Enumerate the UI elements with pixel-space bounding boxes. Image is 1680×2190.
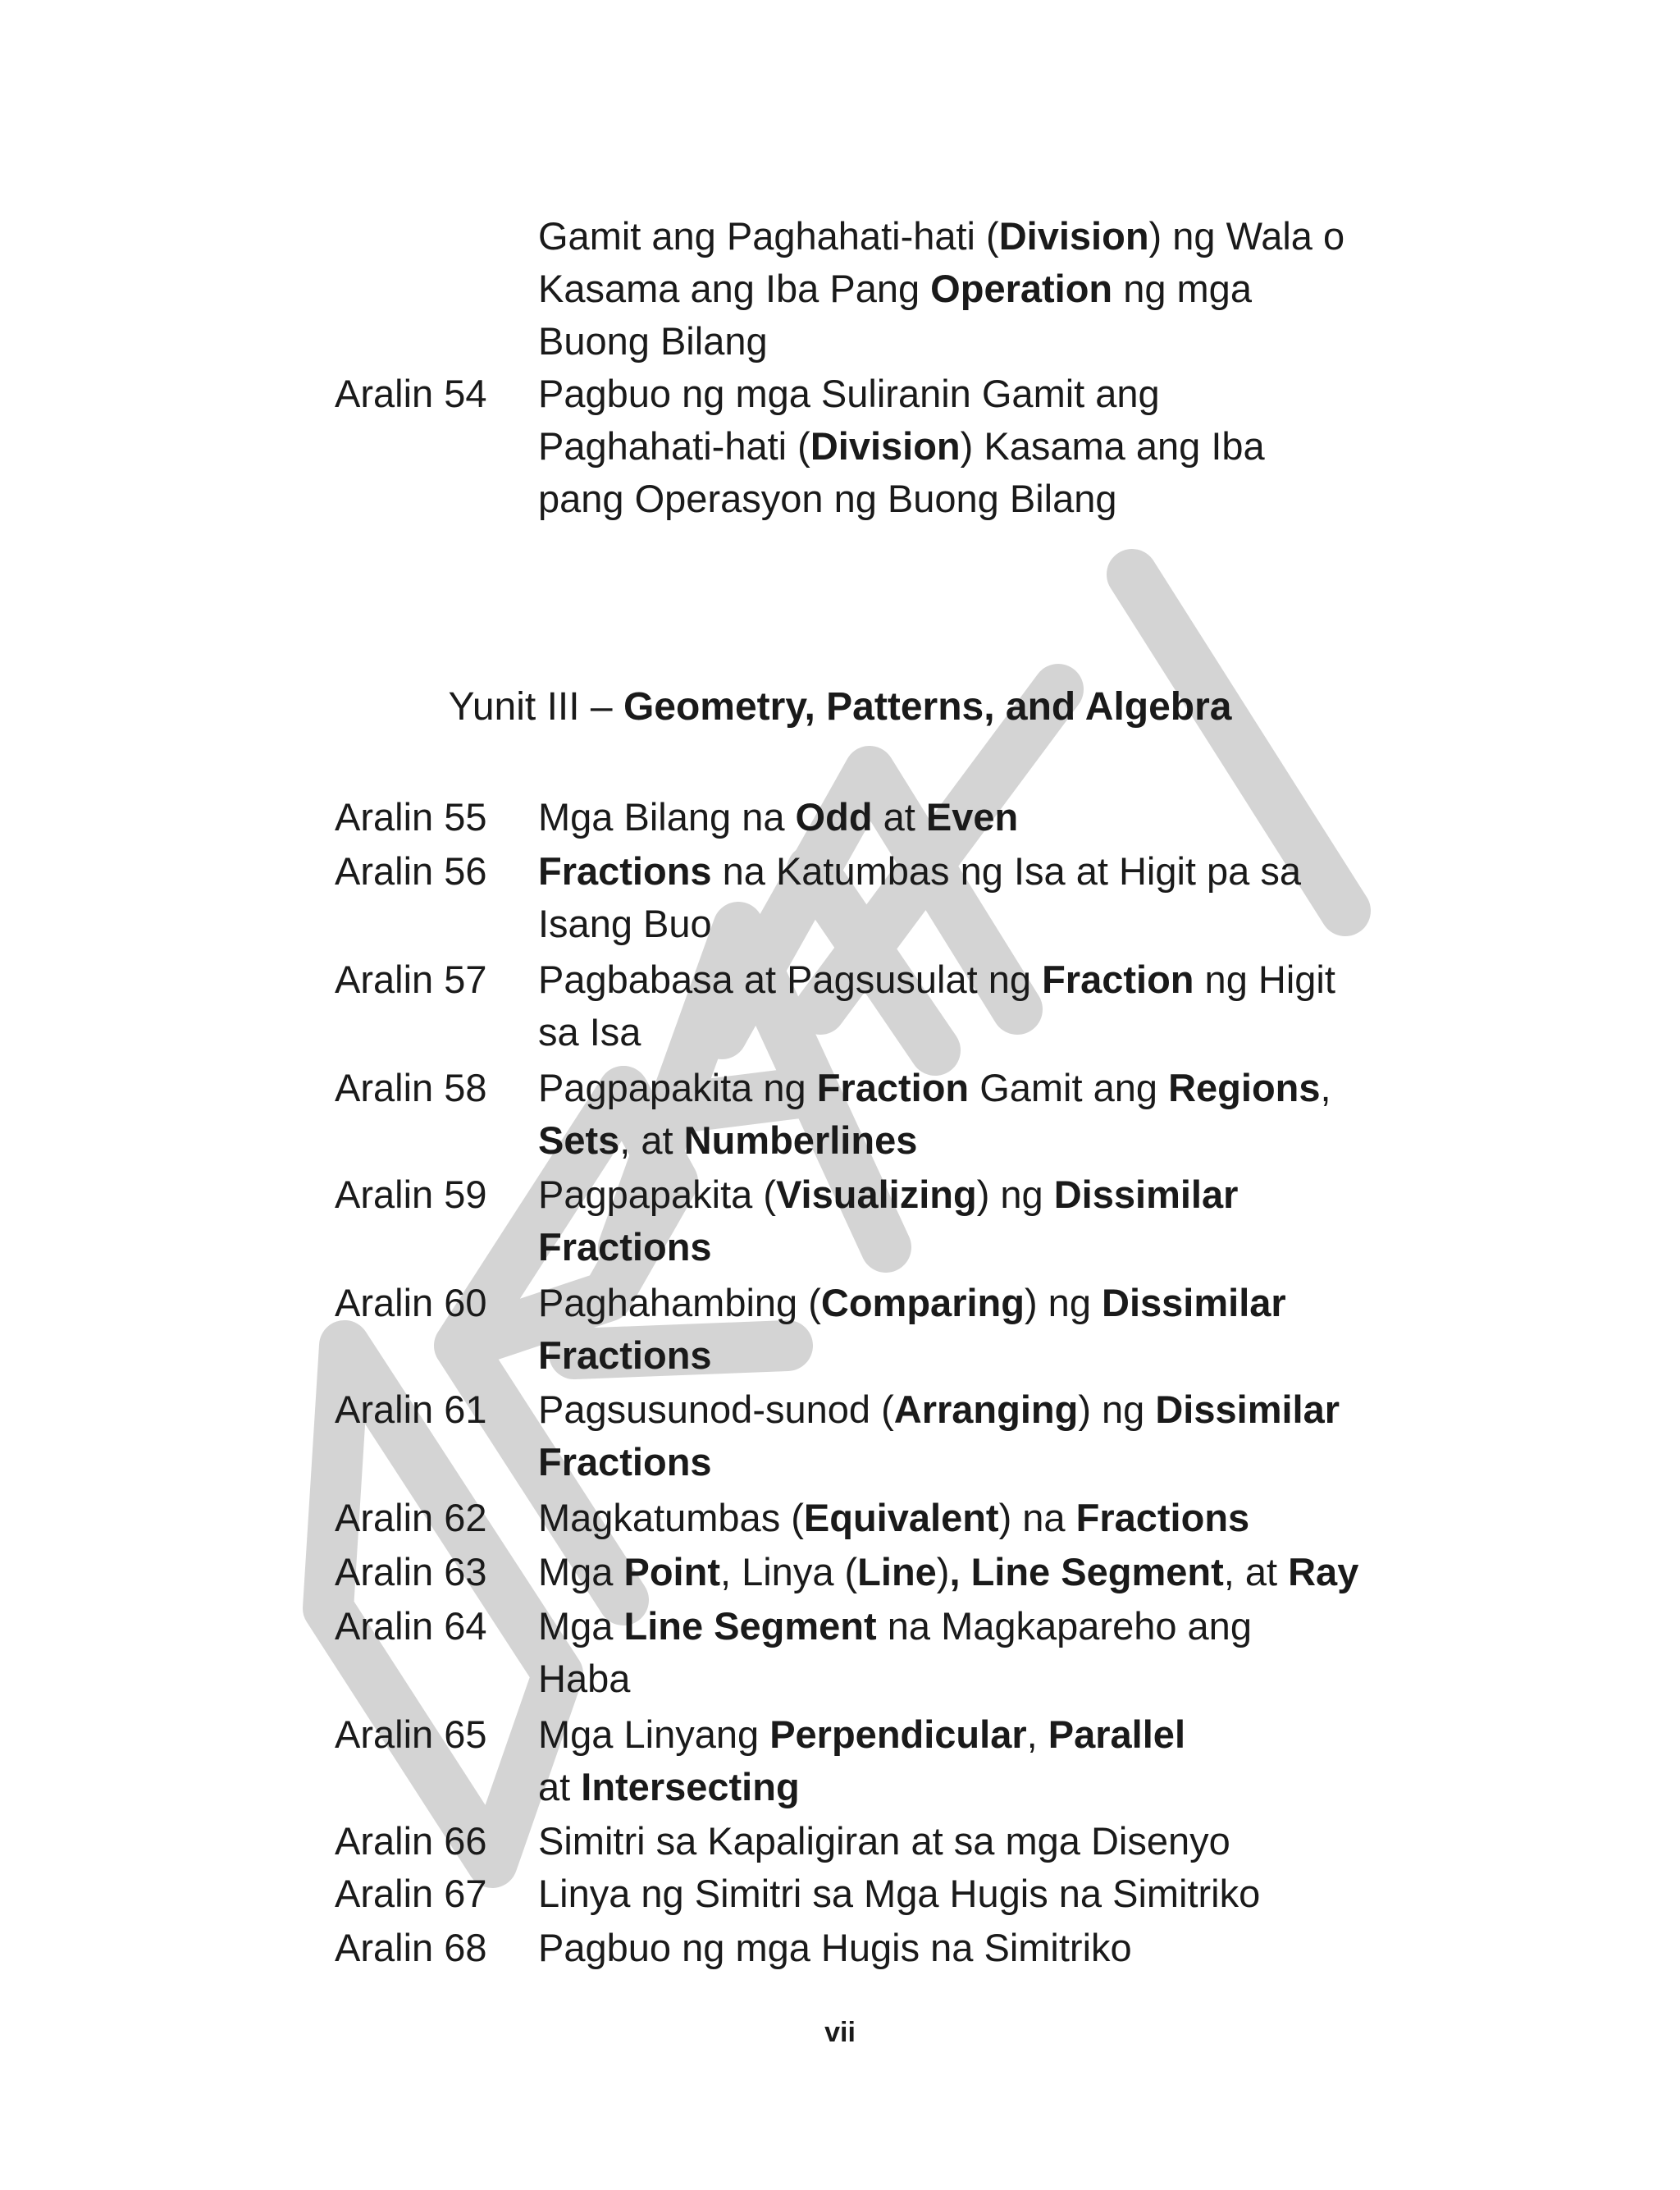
bold-term: Equivalent [803, 1496, 999, 1539]
bold-term: Division [810, 424, 961, 468]
bold-term: Division [998, 214, 1149, 258]
lesson-number: Aralin 57 [335, 958, 487, 1001]
title-text: Pagsusunod-sunod ( [538, 1388, 894, 1431]
bold-term: Fractions [1075, 1496, 1250, 1539]
lesson-number: Aralin 68 [335, 1926, 487, 1969]
lesson-number: Aralin 66 [335, 1819, 487, 1863]
bold-term: Odd [795, 795, 873, 839]
title-line [538, 845, 1424, 898]
lesson-title [538, 1868, 1424, 1920]
lesson-title [538, 1600, 1424, 1705]
lesson-number: Aralin 58 [335, 1066, 487, 1109]
title-line [538, 1168, 1424, 1221]
bold-term: Sets [538, 1118, 620, 1162]
lesson-number: Aralin 62 [335, 1496, 487, 1539]
title-line [538, 1815, 1424, 1868]
title-line [538, 210, 1424, 263]
title-line [538, 473, 1424, 525]
page-number: vii [824, 2017, 856, 2048]
title-line [538, 1436, 1424, 1488]
bold-term: Line Segment [623, 1604, 877, 1648]
bold-term: Dissimilar [1102, 1281, 1286, 1324]
title-text: Mga Linyang [538, 1712, 770, 1756]
bold-term: Comparing [820, 1281, 1025, 1324]
lesson-number: Aralin 65 [335, 1712, 487, 1756]
title-text: Paghahambing ( [538, 1281, 821, 1324]
title-text: Gamit ang Paghahati-hati ( [538, 214, 999, 258]
title-line [538, 1221, 1424, 1273]
lesson-title [538, 1546, 1424, 1598]
title-text: na Magkapareho ang [876, 1604, 1252, 1648]
title-text: Isang Buo [538, 902, 712, 945]
lesson-title [538, 845, 1424, 950]
lesson-number: Aralin 54 [335, 372, 487, 415]
bold-term: Fractions [538, 1333, 712, 1377]
title-line [538, 315, 1424, 368]
lesson-number: Aralin 59 [335, 1173, 487, 1216]
bold-term: Visualizing [776, 1173, 977, 1216]
title-line [538, 1868, 1424, 1920]
title-text: Paghahati-hati ( [538, 424, 810, 468]
bold-term: Parallel [1048, 1712, 1185, 1756]
bold-term: Arranging [893, 1388, 1079, 1431]
bold-term: Even [925, 795, 1019, 839]
lesson-title [538, 1062, 1424, 1167]
title-text: , [1026, 1712, 1048, 1756]
title-text: ng Higit [1194, 958, 1335, 1001]
title-line [538, 1277, 1424, 1329]
title-text: Gamit ang [969, 1066, 1169, 1109]
title-text: sa Isa [538, 1010, 641, 1054]
title-text: Pagbuo ng mga Suliranin Gamit ang [538, 372, 1160, 415]
lesson-title [538, 1708, 1424, 1813]
lesson-number: Aralin 61 [335, 1388, 487, 1431]
bold-term: Numberlines [683, 1118, 918, 1162]
title-line [538, 263, 1424, 315]
lesson-number: Aralin 60 [335, 1281, 487, 1324]
title-text: , at [1223, 1550, 1289, 1593]
title-line [538, 1383, 1424, 1436]
title-text: Haba [538, 1657, 631, 1700]
title-line [538, 1708, 1424, 1761]
title-line [538, 1492, 1424, 1544]
title-text: Mga [538, 1550, 624, 1593]
title-text: ) ng Wala o [1148, 214, 1345, 258]
title-text: Buong Bilang [538, 319, 768, 363]
unit-heading [0, 681, 1680, 734]
lesson-title [538, 368, 1424, 525]
title-line [538, 791, 1424, 844]
title-text: Simitri sa Kapaligiran at sa mga Disenyo [538, 1819, 1230, 1863]
title-text: ) na [998, 1496, 1076, 1539]
unit-heading-title: Geometry, Patterns, and Algebra [623, 685, 1232, 729]
title-text: , Linya ( [719, 1550, 858, 1593]
bold-term: Ray [1288, 1550, 1359, 1593]
title-text: Pagpapakita ng [538, 1066, 817, 1109]
title-text: Mga [538, 1604, 624, 1648]
title-text: , at [619, 1118, 684, 1162]
bold-term: Regions [1168, 1066, 1321, 1109]
title-text: , [1320, 1066, 1331, 1109]
bold-term: Perpendicular [769, 1712, 1027, 1756]
lesson-title [538, 1492, 1424, 1544]
title-text: Linya ng Simitri sa Mga Hugis na Simitriko [538, 1872, 1261, 1915]
bold-term: Dissimilar [1053, 1173, 1239, 1216]
lesson-number: Aralin 55 [335, 795, 487, 839]
title-text: ) [936, 1550, 950, 1593]
title-text: at [538, 1765, 582, 1808]
title-line [538, 1761, 1424, 1813]
title-text: ) ng [976, 1173, 1054, 1216]
lesson-number: Aralin 64 [335, 1604, 487, 1648]
title-line [538, 1062, 1424, 1114]
bold-term: Line [857, 1550, 937, 1593]
title-line [538, 1922, 1424, 1974]
title-line [538, 898, 1424, 950]
lesson-title [538, 1383, 1424, 1488]
lesson-title [538, 1277, 1424, 1382]
lesson-number: Aralin 63 [335, 1550, 487, 1593]
bold-term: , Line Segment [949, 1550, 1224, 1593]
unit-heading-prefix: Yunit III – [448, 685, 623, 729]
title-line [538, 1600, 1424, 1653]
bold-term: Operation [930, 267, 1113, 310]
lesson-title [538, 1815, 1424, 1868]
title-line [538, 420, 1424, 473]
title-text: na Katumbas ng Isa at Higit pa sa [711, 849, 1302, 893]
title-line [538, 1329, 1424, 1382]
title-line [538, 1114, 1424, 1167]
lesson-title [538, 791, 1424, 844]
lesson-title [538, 210, 1424, 368]
title-text: Pagbuo ng mga Hugis na Simitriko [538, 1926, 1132, 1969]
title-text: ) ng [1024, 1281, 1102, 1324]
title-text: pang Operasyon ng Buong Bilang [538, 477, 1117, 520]
lesson-number: Aralin 67 [335, 1872, 487, 1915]
bold-term: Intersecting [581, 1765, 800, 1808]
bold-term: Fraction [816, 1066, 970, 1109]
title-text: ) ng [1078, 1388, 1156, 1431]
bold-term: Dissimilar [1155, 1388, 1340, 1431]
lesson-title [538, 953, 1424, 1058]
title-text: Kasama ang Iba Pang [538, 267, 931, 310]
title-text: at [872, 795, 926, 839]
bold-term: Fraction [1042, 958, 1194, 1001]
bold-term: Point [623, 1550, 720, 1593]
lesson-title [538, 1168, 1424, 1273]
title-text: Magkatumbas ( [538, 1496, 804, 1539]
title-line [538, 953, 1424, 1006]
bold-term: Fractions [538, 1225, 712, 1269]
title-text: ng mga [1112, 267, 1252, 310]
title-text: Mga Bilang na [538, 795, 796, 839]
title-text: Pagpapakita ( [538, 1173, 777, 1216]
bold-term: Fractions [538, 849, 712, 893]
title-line [538, 1006, 1424, 1058]
title-line [538, 368, 1424, 420]
lesson-title [538, 1922, 1424, 1974]
bold-term: Fractions [538, 1440, 712, 1484]
title-line [538, 1546, 1424, 1598]
title-text: Pagbabasa at Pagsusulat ng [538, 958, 1043, 1001]
lesson-number: Aralin 56 [335, 849, 487, 893]
title-line [538, 1653, 1424, 1705]
title-text: ) Kasama ang Iba [960, 424, 1265, 468]
